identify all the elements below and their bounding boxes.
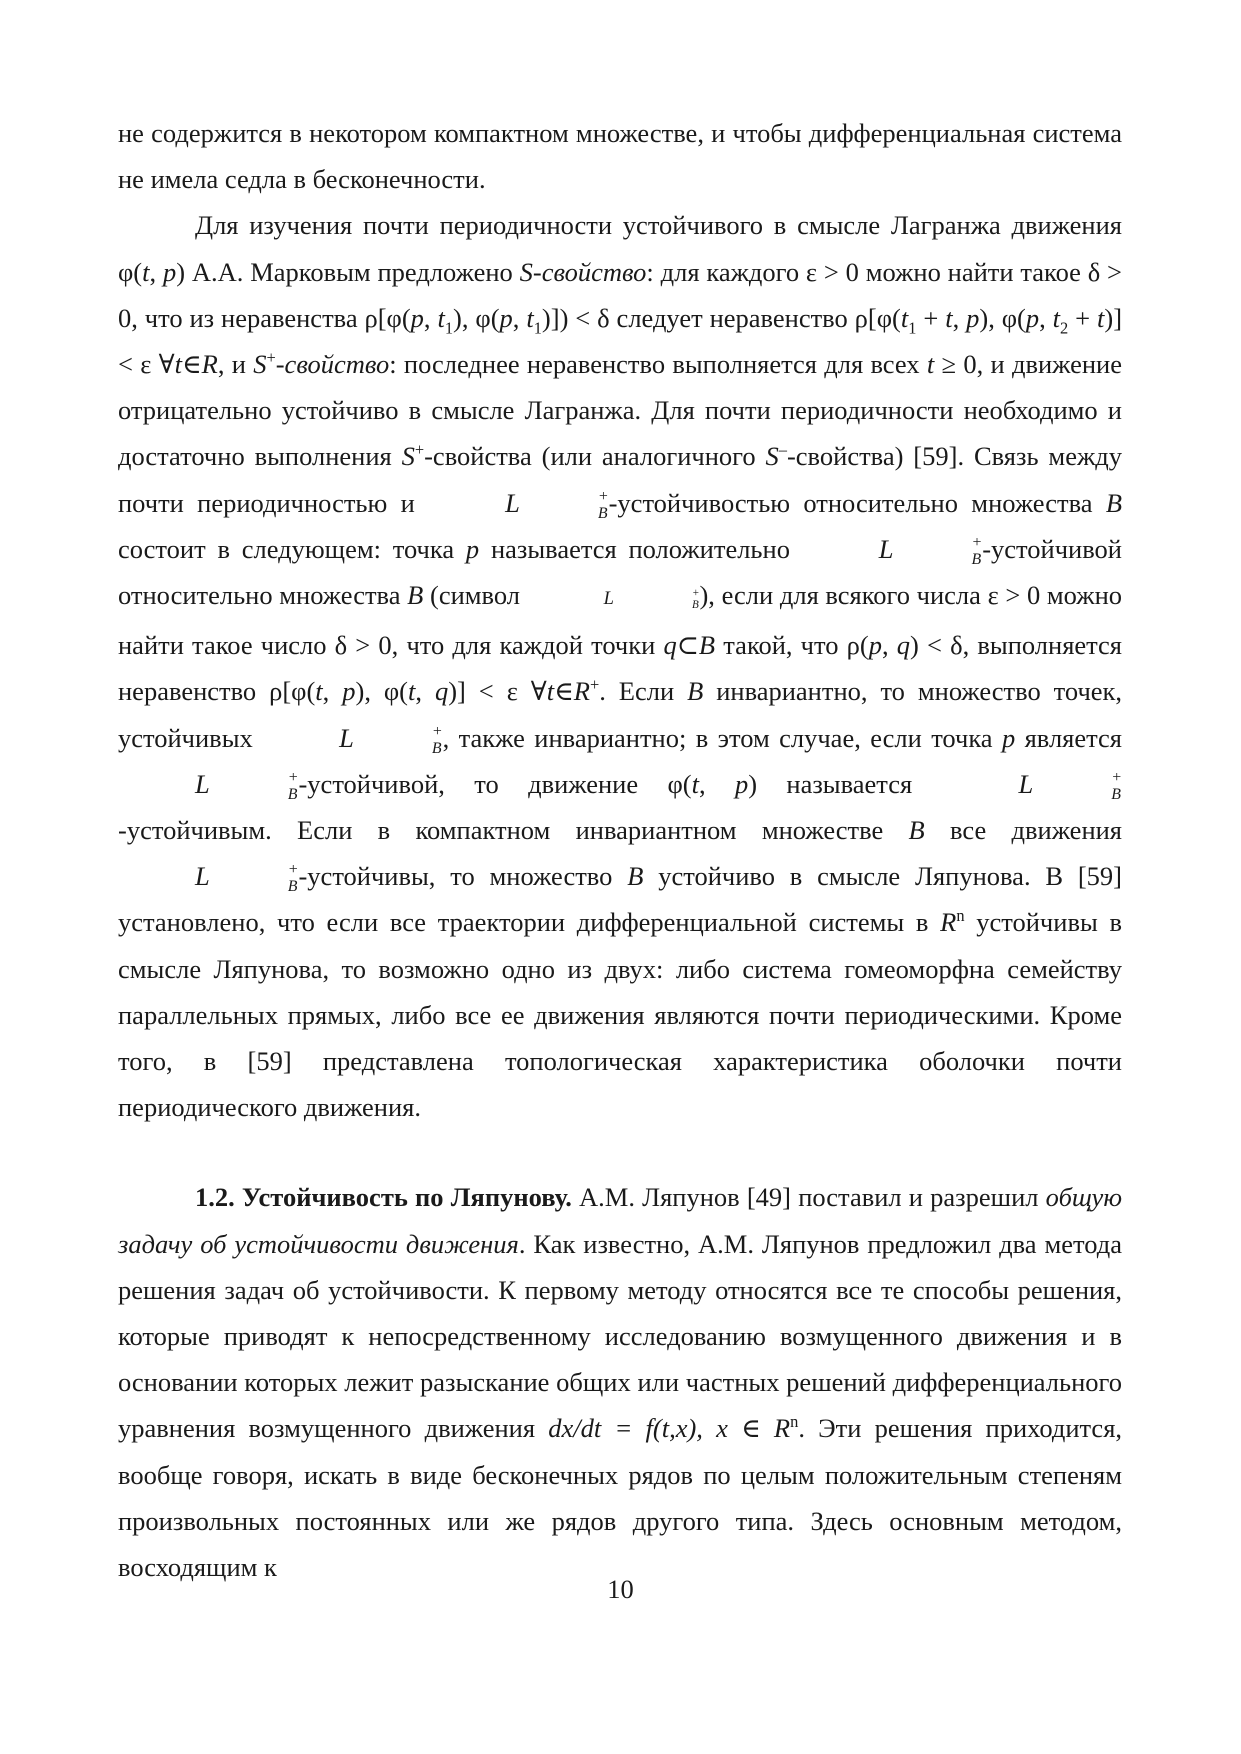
l-b-plus-symbol: L + B xyxy=(505,487,609,522)
l-b-plus-symbol: L + B xyxy=(339,722,443,757)
l-b-plus-symbol: L + B xyxy=(195,768,299,803)
paragraph-1: не содержится в некотором компактном множестве, и чтобы дифференциальная система не имела седла в бесконечности. xyxy=(118,118,1122,195)
page-number: 10 xyxy=(607,1574,634,1604)
section-gap xyxy=(118,1130,1122,1174)
l-b-plus-symbol-small: L + B xyxy=(603,587,700,611)
page-text xyxy=(118,110,1122,1590)
formula: dx/dt = f(t,x), x ∈ R xyxy=(548,1413,791,1444)
l-b-plus-symbol: L + B xyxy=(195,861,299,896)
paragraph-3: 1.2. Устойчивость по Ляпунову. А.М. Ляпунов [49] поставил и разрешил общую задачу об устойчивости движения. Как известно, А.М. Ляпунов предложил два метода решения задач об устойчивости. К первому методу относятся все те способы решения, которые приводят к непосредственному исследованию возмущенного движения и в основании которых лежит разыскание общих или частных решений дифференциального уравнения возмущенного движения dx/dt = f(t,x), x ∈ $R^n$. Эти решения приходится, вообще говоря, искать в виде бесконечных рядов по целым положительным степеням произвольных постоянных или же рядов другого типа. Здесь основным методом, восходящим к xyxy=(118,1182,1123,1583)
l-b-plus-symbol: L + B xyxy=(1018,768,1122,803)
section-heading: 1.2. Устойчивость по Ляпунову. xyxy=(195,1182,572,1213)
paragraph-2: Для изучения почти периодичности устойчивого в смысле Лагранжа движения φ(t, p) А.А. Марковым предложено S-свойство: для каждого ε > 0 можно найти такое δ > 0, что из неравенства ρ[φ(p, $t_1$), φ(p, $t_1)]) < \delta$ следует неравенство $\rho[\varphi(t_1 + t$, p), φ(p, $t_2 + t)] < \varepsilon$ ∀t∈R, и S+-свойство: последнее неравенство выполняется для всех t ≥ 0, и движение отрицательно устойчиво в смысле Лагранжа. Для почти периодичности необходимо и достаточно выполнения S+-свойства (или аналогичного S–-свойства) [59]. Связь между почти периодичностью и L + B -устойчивостью относительно множества B состоит в следующем: точка p называется положительно L + B -устойчивой относительно множества B (символ L + B ), если для всякого числа ε > 0 можно найти такое число δ > 0, что для каждой точки q⊂B такой, что ρ(p, q) < δ, выполняется неравенство ρ[φ(t, p), φ(t, q)] < ε ∀t∈R+. Если B инвариантно, то множество точек, устойчивых L + B , также инвариантно; в этом случае, если точка p является L + B -устойчивой, то движение φ(t, p) называется L + B -устойчивым. Если в компактном инвариантном множестве B все движения L + B -устойчивы, то множество B устойчиво в смысле Ляпунова. В [59] установлено, что если все траектории дифференциальной системы в $R^n$ устойчивы в смысле Ляпунова, то возможно одно из двух: либо система гомеоморфна семейству параллельных прямых, либо все ее движения являются почти периодическими. Кроме того, в [59] представлена топологическая характеристика оболочки почти периодического движения. xyxy=(118,210,1123,1123)
l-b-plus-symbol: L + B xyxy=(878,533,983,568)
